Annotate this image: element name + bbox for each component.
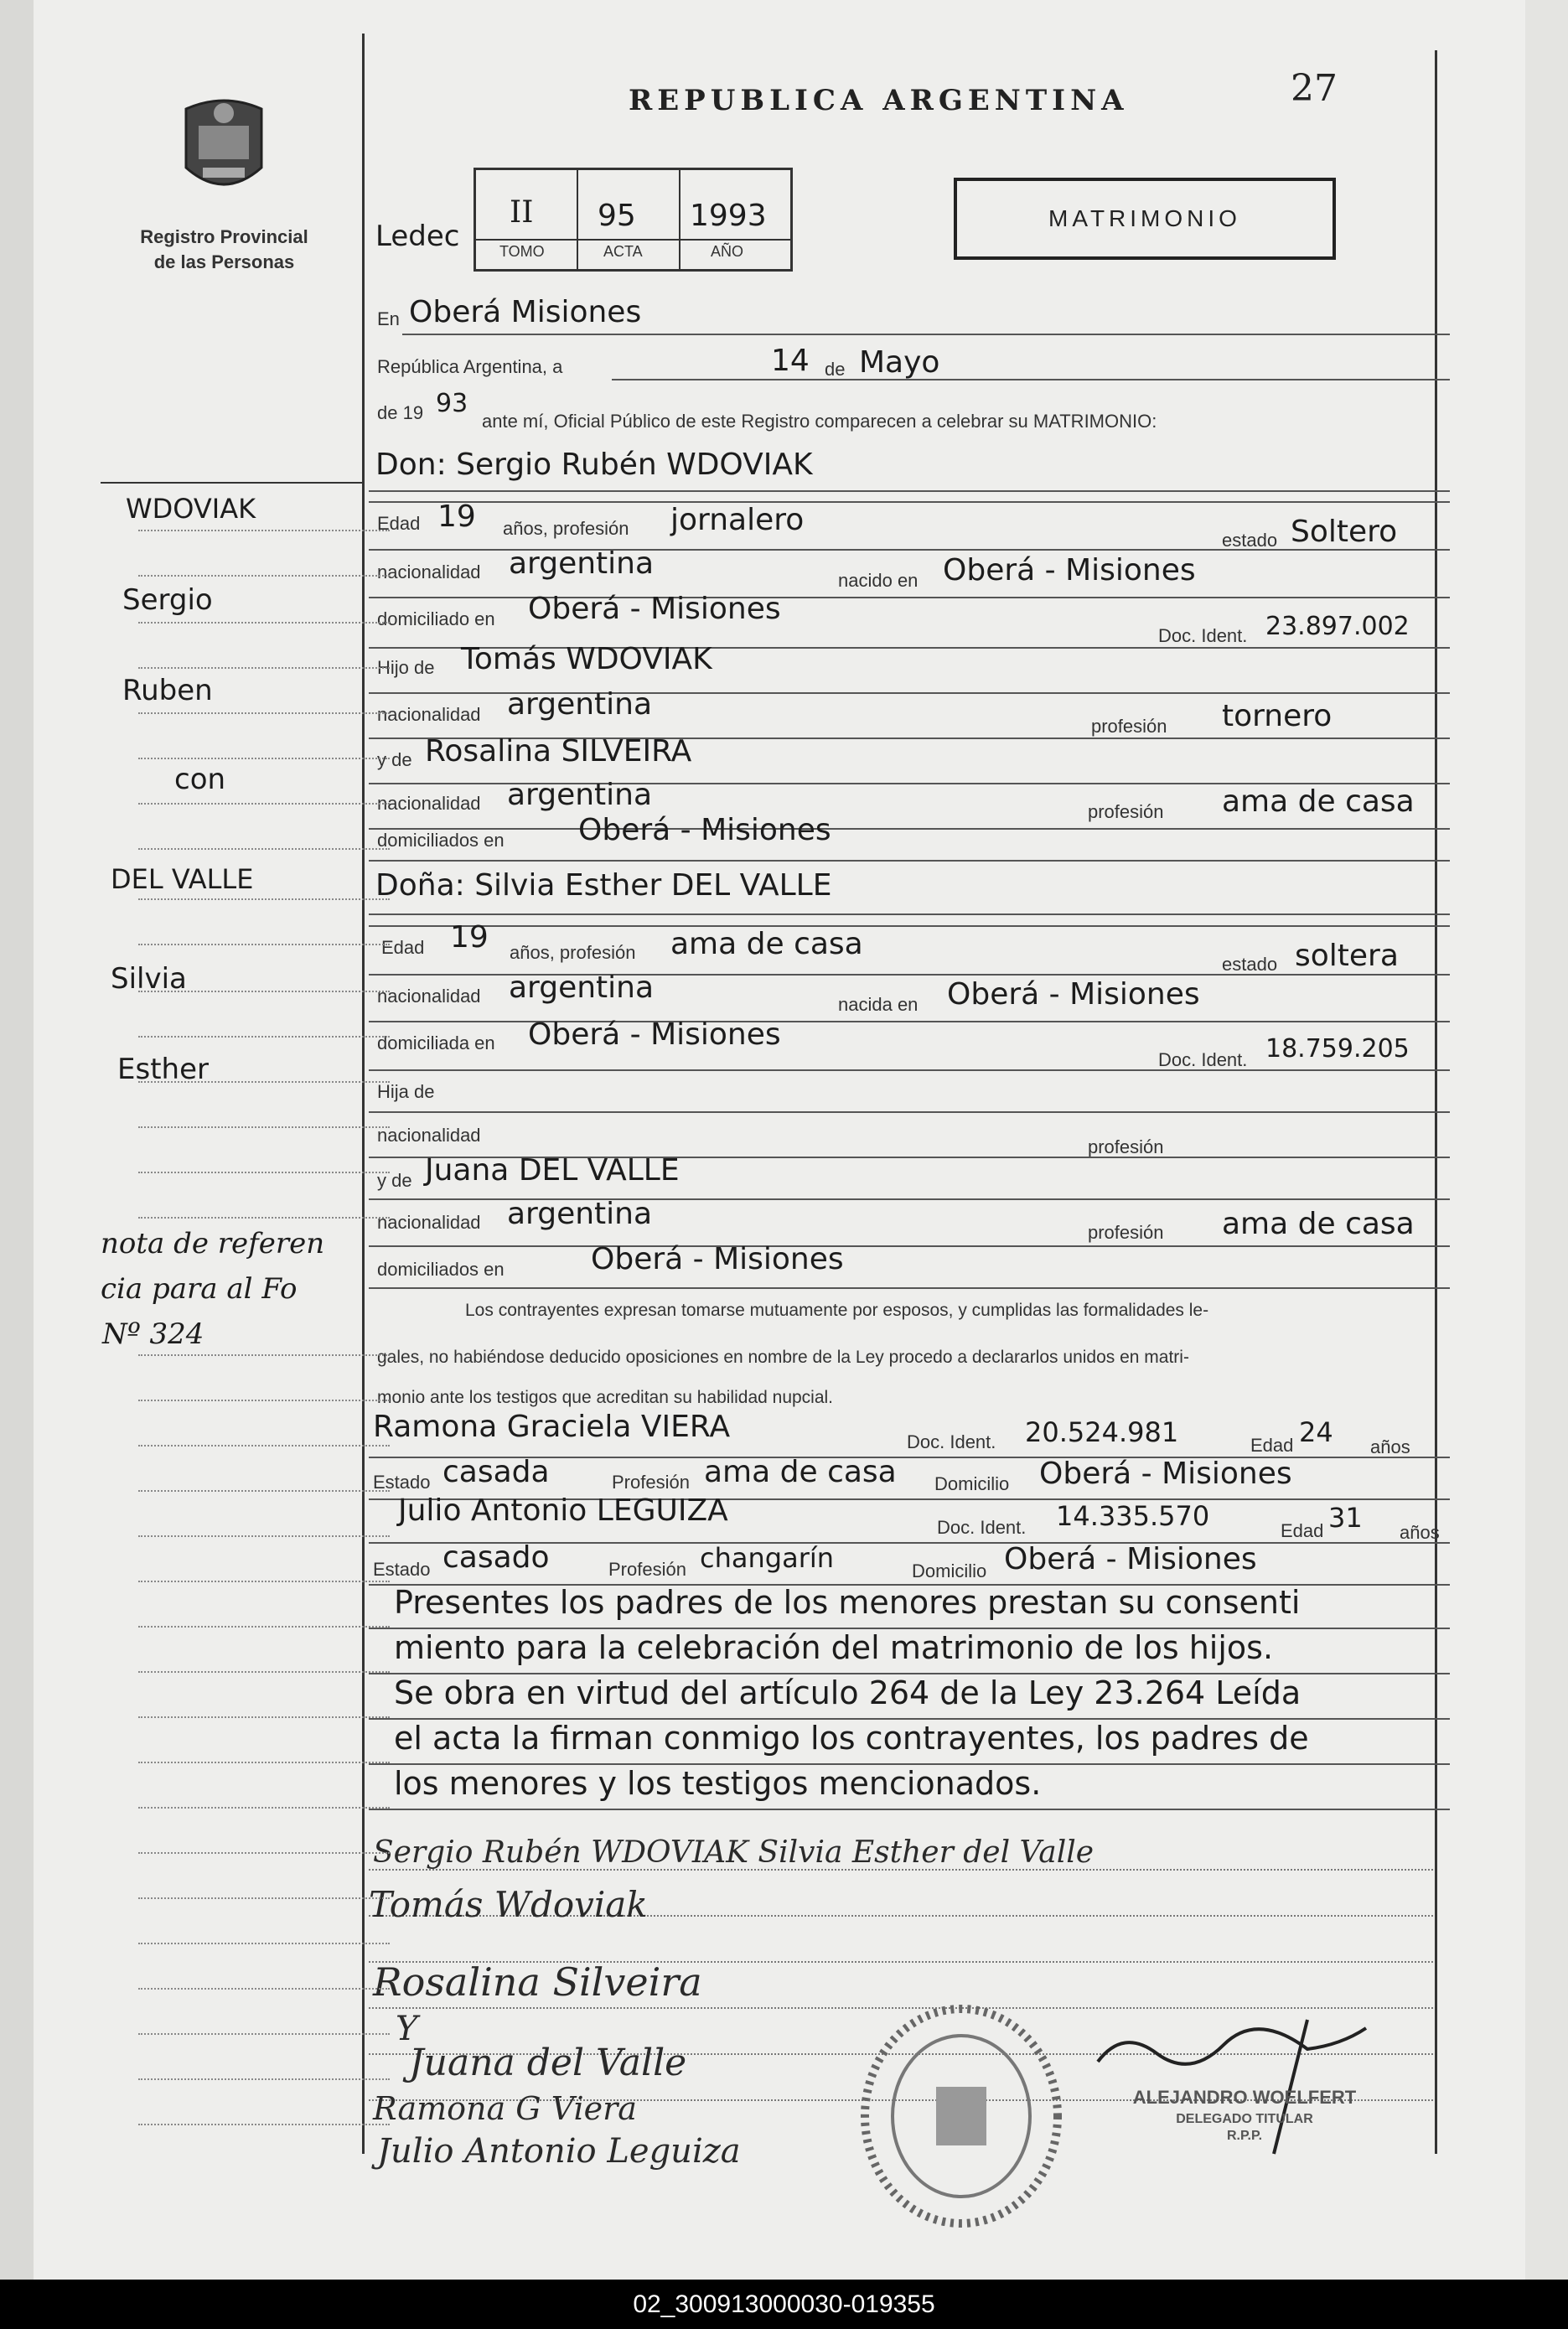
day: 14 (771, 344, 810, 378)
official-stamp-icon (859, 2003, 1064, 2229)
witness-2-estado: casado (442, 1540, 550, 1575)
note-line-1: Presentes los padres de los menores prestan su consenti (394, 1584, 1301, 1621)
bride-doc: 18.759.205 (1265, 1034, 1410, 1064)
bride-madre: Juana DEL VALLE (425, 1153, 680, 1188)
margin-con: con (174, 763, 226, 796)
image-id-footer: 02_300913000030-019355 (0, 2280, 1568, 2329)
margin-name-2: Ruben (122, 674, 213, 707)
margin-note-3: Nº 324 (102, 1317, 204, 1351)
country-title: REPUBLICA ARGENTINA (629, 84, 1129, 117)
bride-padre-nac-label: nacionalidad (377, 1125, 481, 1146)
witness-2-profesion: changarín (700, 1542, 835, 1574)
registry-name (122, 225, 327, 275)
bride-profesion: ama de casa (670, 927, 863, 961)
groom-madre-nac: argentina (507, 778, 653, 812)
signature-witness-2: Julio Antonio Leguiza (377, 2132, 741, 2171)
groom-anos-prof-label: años, profesión (503, 518, 629, 539)
acta-value: 95 (598, 199, 636, 233)
ledger-prefix: Ledec (375, 220, 460, 253)
groom-padre-nac: argentina (507, 687, 653, 722)
groom-padre: Tomás WDOVIAK (461, 642, 712, 676)
margin-name-1: Sergio (122, 583, 213, 617)
witness-1-name: Ramona Graciela VIERA (373, 1410, 731, 1444)
witness-2-name: Julio Antonio LEGUIZA (398, 1493, 728, 1528)
witness-2-dom-label: Domicilio (912, 1560, 987, 1581)
register-page (34, 0, 1525, 2280)
bride-nacida-label: nacida en (838, 994, 919, 1015)
groom-padre-prof-label: profesión (1091, 716, 1167, 737)
groom-nac-label: nacionalidad (377, 562, 481, 582)
officer-name: ALEJANDRO WOELFERT (1132, 2087, 1357, 2108)
bride-padres-dom: Oberá - Misiones (591, 1242, 844, 1276)
bride-nacionalidad: argentina (509, 970, 655, 1005)
page-number: 27 (1291, 67, 1338, 110)
bride-padres-dom-label: domiciliados en (377, 1259, 505, 1280)
note-line-3: Se obra en virtud del artículo 264 de la Ley 23.264 Leída (394, 1674, 1301, 1711)
witness-2-doc: 14.335.570 (1056, 1500, 1210, 1532)
place: Oberá Misiones (409, 295, 642, 329)
body-line-1: Los contrayentes expresan tomarse mutuamente por esposos, y cumplidas las formalidades le- (465, 1301, 1209, 1320)
de-label: de (825, 359, 846, 380)
note-line-2: miento para la celebración del matrimonio de los hijos. (394, 1629, 1274, 1666)
margin-top-rule (101, 482, 365, 484)
republica-label: República Argentina, a (377, 356, 563, 377)
witness-1-anos-label: años (1370, 1436, 1410, 1457)
signature-couple: Sergio Rubén WDOVIAK Silvia Esther del Valle (373, 1835, 1094, 1870)
bride-edad: 19 (450, 920, 489, 955)
witness-1-profesion: ama de casa (704, 1455, 897, 1489)
margin-surname-1: WDOVIAK (126, 493, 256, 525)
province-seal-icon (178, 92, 270, 201)
statement: ante mí, Oficial Público de este Registro comparecen a celebrar su MATRIMONIO: (482, 411, 1157, 432)
witness-1-doc: 20.524.981 (1025, 1416, 1179, 1448)
bride-estado: soltera (1295, 939, 1399, 973)
witness-2-prof-label: Profesión (608, 1559, 686, 1580)
note-line-4: el acta la firman conmigo los contrayentes, los padres de (394, 1720, 1309, 1757)
bride-estado-label: estado (1222, 954, 1278, 975)
bride-edad-label: Edad (381, 937, 425, 958)
right-border (1435, 50, 1437, 2154)
groom-padre-prof: tornero (1222, 699, 1333, 733)
bride-madre-prof: ama de casa (1222, 1207, 1415, 1241)
groom-madre-nac-label: nacionalidad (377, 793, 481, 814)
groom-nacionalidad: argentina (509, 546, 655, 581)
margin-divider (362, 34, 365, 2154)
signature-mother: Rosalina Silveira (373, 1959, 702, 2005)
body-line-3: monio ante los testigos que acreditan su habilidad nupcial. (377, 1388, 834, 1407)
witness-1-estado-label: Estado (373, 1472, 431, 1493)
anio-value: 1993 (690, 199, 767, 233)
witness-1-domicilio: Oberá - Misiones (1039, 1457, 1292, 1491)
witness-2-estado-label: Estado (373, 1559, 431, 1580)
signature-witness-1: Ramona G Viera (373, 2090, 637, 2127)
signature-y: Y (396, 2010, 418, 2048)
bride-nacida: Oberá - Misiones (947, 977, 1200, 1012)
witness-1-dom-label: Domicilio (934, 1473, 1010, 1494)
groom-edad-label: Edad (377, 513, 421, 534)
bride-madre-nac: argentina (507, 1197, 653, 1231)
bride-domicilio: Oberá - Misiones (528, 1017, 781, 1052)
bride-doc-label: Doc. Ident. (1158, 1049, 1248, 1070)
groom-hijo-label: Hijo de (377, 657, 435, 678)
groom-title: Don: Sergio Rubén WDOVIAK (375, 448, 813, 482)
witness-2-doc-label: Doc. Ident. (937, 1517, 1027, 1538)
bride-dom-label: domiciliada en (377, 1033, 495, 1053)
groom-doc-label: Doc. Ident. (1158, 625, 1248, 646)
margin-surname-2: DEL VALLE (111, 863, 254, 895)
tomo-value: II (510, 195, 534, 230)
groom-padres-dom: Oberá - Misiones (578, 813, 831, 847)
book-spine (0, 0, 34, 2280)
witness-1-prof-label: Profesión (612, 1472, 690, 1493)
groom-estado-label: estado (1222, 530, 1278, 551)
month: Mayo (859, 345, 940, 380)
bride-madre-nac-label: nacionalidad (377, 1212, 481, 1233)
witness-2-anos-label: años (1400, 1522, 1440, 1543)
note-line-5: los menores y los testigos mencionados. (394, 1765, 1042, 1802)
margin-note-2: cia para al Fo (101, 1272, 298, 1306)
anio-label: AÑO (711, 243, 744, 260)
groom-madre-prof-label: profesión (1088, 801, 1164, 822)
tomo-label: TOMO (499, 243, 545, 260)
year-prefix: de 19 (377, 402, 424, 423)
groom-dom-label: domiciliado en (377, 608, 495, 629)
bride-madre-prof-label: profesión (1088, 1222, 1164, 1243)
groom-padre-nac-label: nacionalidad (377, 704, 481, 725)
bride-anos-prof-label: años, profesión (510, 942, 636, 963)
bride-yde-label: y de (377, 1170, 412, 1191)
bride-nac-label: nacionalidad (377, 986, 481, 1007)
witness-2-edad-label: Edad (1281, 1520, 1324, 1541)
witness-2-domicilio: Oberá - Misiones (1004, 1542, 1257, 1576)
witness-1-doc-label: Doc. Ident. (907, 1431, 996, 1452)
groom-madre: Rosalina SILVEIRA (425, 734, 692, 769)
bride-padre-prof-label: profesión (1088, 1136, 1164, 1157)
margin-name-4: Esther (117, 1053, 209, 1086)
margin-name-3: Silvia (111, 962, 187, 996)
groom-nacido-label: nacido en (838, 570, 919, 591)
groom-yde-label: y de (377, 749, 412, 770)
witness-1-edad: 24 (1299, 1416, 1333, 1448)
bride-title: Doña: Silvia Esther DEL VALLE (375, 868, 832, 903)
bride-hija-label: Hija de (377, 1081, 435, 1102)
record-type-box (954, 178, 1336, 260)
en-label: En (377, 308, 400, 329)
groom-padres-dom-label: domiciliados en (377, 830, 505, 851)
margin-note-1: nota de referen (101, 1227, 325, 1260)
page-edge (1525, 0, 1568, 2280)
officer-abbr: R.P.P. (1226, 2129, 1263, 2143)
registry-line-2: de las Personas (153, 251, 295, 272)
groom-edad: 19 (437, 499, 476, 534)
signature-bride-mother: Juana del Valle (409, 2042, 687, 2084)
groom-domicilio: Oberá - Misiones (528, 592, 781, 626)
groom-profesion: jornalero (670, 503, 805, 537)
signature-father: Tomás Wdoviak (369, 1884, 648, 1925)
body-line-2: gales, no habiéndose deducido oposiciones en nombre de la Ley procedo a declararlos unidos en matri- (377, 1348, 1189, 1367)
groom-madre-prof: ama de casa (1222, 784, 1415, 819)
year-suffix: 93 (436, 389, 468, 418)
groom-estado: Soltero (1291, 515, 1398, 549)
record-type: MATRIMONIO (1048, 205, 1241, 231)
groom-nacido: Oberá - Misiones (943, 553, 1196, 587)
officer-stamp (1102, 2087, 1387, 2144)
witness-1-estado: casada (442, 1455, 550, 1489)
witness-2-edad: 31 (1328, 1502, 1363, 1534)
registry-line-1: Registro Provincial (140, 226, 308, 247)
acta-label: ACTA (603, 243, 643, 260)
groom-doc: 23.897.002 (1265, 612, 1410, 641)
officer-title: DELEGADO TITULAR (1176, 2112, 1313, 2126)
record-box (474, 168, 793, 272)
witness-1-edad-label: Edad (1250, 1435, 1294, 1456)
